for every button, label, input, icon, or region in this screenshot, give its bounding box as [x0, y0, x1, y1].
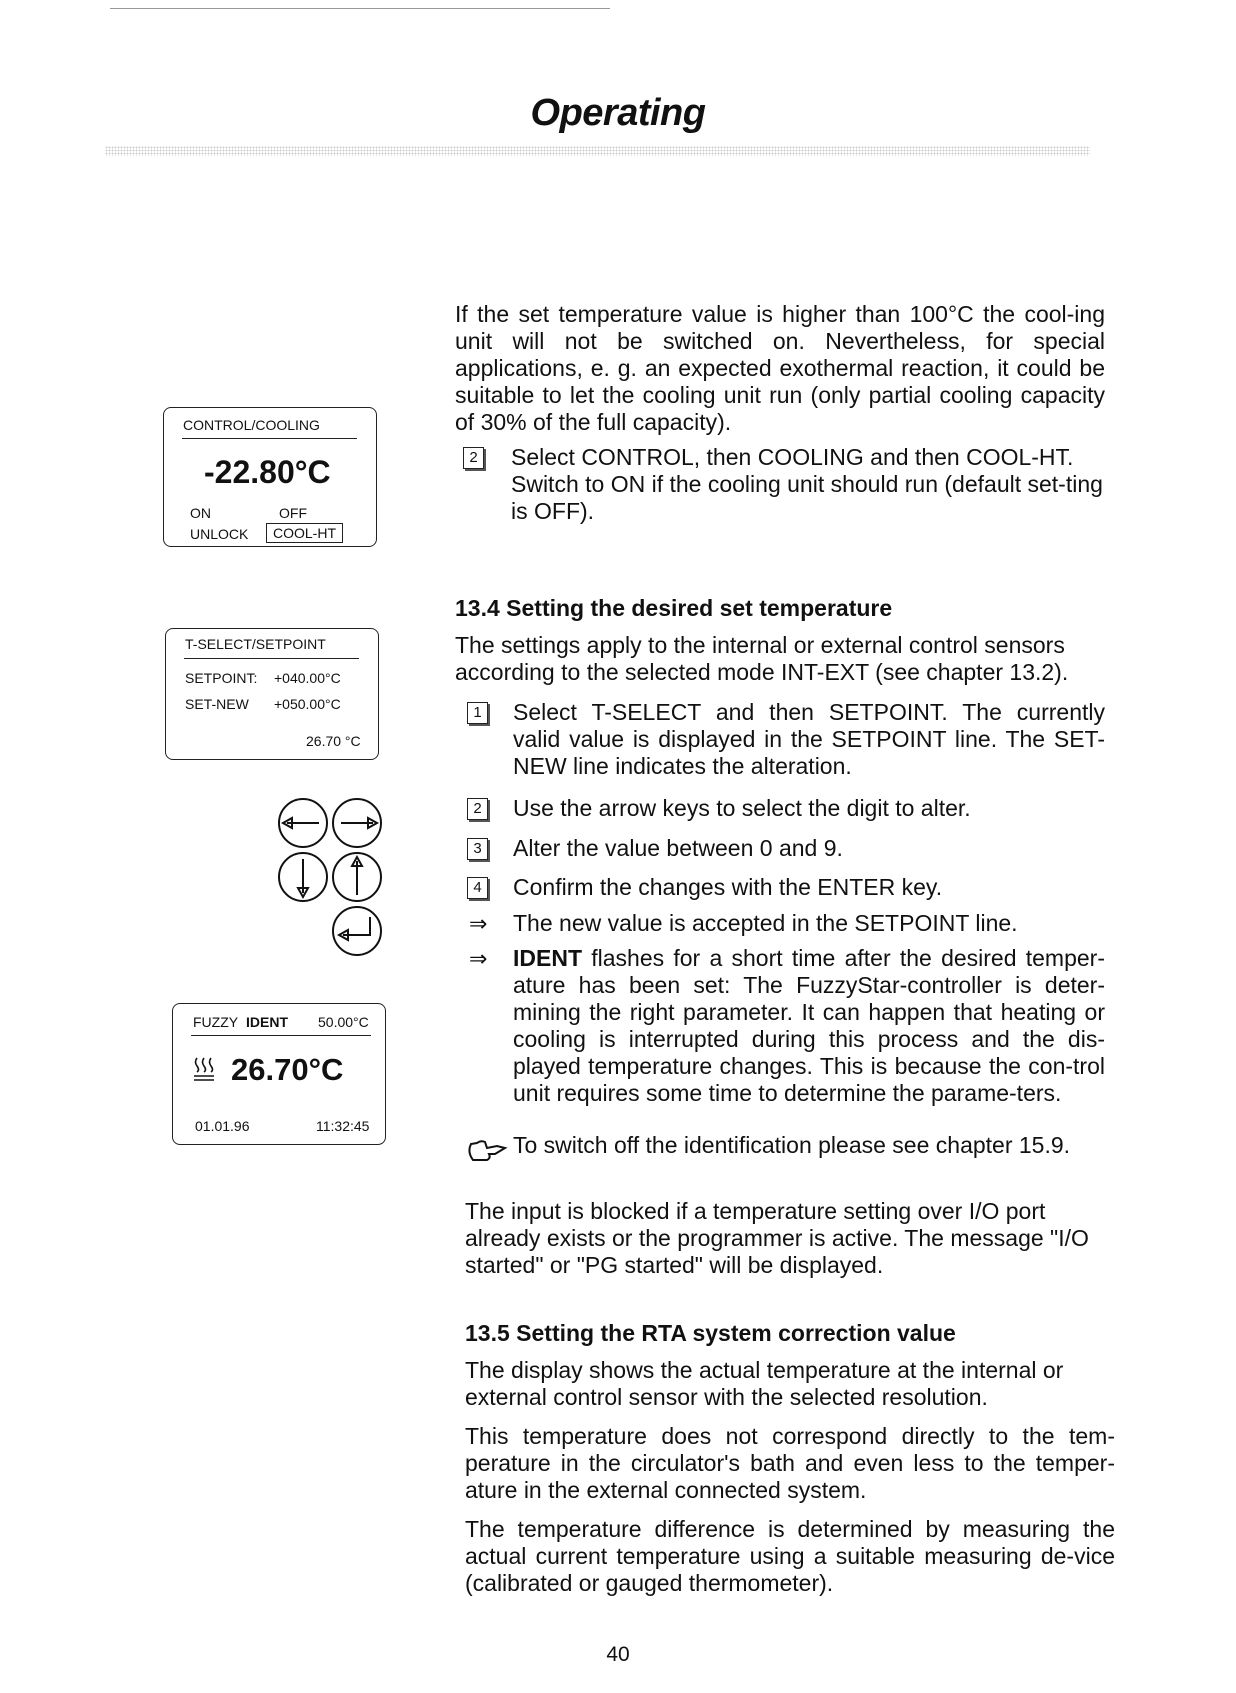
pointing-hand-icon	[465, 1134, 515, 1164]
page-title: Operating	[530, 92, 706, 134]
step-number: 4	[467, 877, 488, 899]
display-on: ON	[190, 505, 211, 521]
step-text: Confirm the changes with the ENTER key.	[513, 874, 943, 900]
setnew-value: +050.00°C	[274, 696, 341, 712]
ident-label: IDENT	[246, 1014, 288, 1030]
display-setpoint	[165, 628, 379, 760]
heading-underline	[182, 438, 357, 439]
page-number: 40	[606, 1643, 630, 1666]
step-4	[455, 874, 1105, 901]
result-2	[455, 945, 1105, 1107]
heading-underline	[191, 1035, 371, 1036]
setpoint-label: SETPOINT:	[185, 670, 258, 686]
text-column	[455, 0, 1115, 1640]
intro-paragraph: If the set temperature value is higher than 100°C the cool-ing unit will not be switched on. Nevertheless, for special applications, e. g. an expected exothermal reaction, it could be suitable to let the cooling unit run (only partial cooling capacity of 30% of the full capacity).	[455, 301, 1105, 435]
display-control-cooling	[163, 407, 377, 547]
result-text	[513, 945, 1105, 1107]
note	[455, 1132, 1105, 1159]
step-3	[455, 835, 1105, 862]
step-2	[455, 795, 1105, 822]
setnew-label: SET-NEW	[185, 696, 249, 712]
step-number: 1	[467, 702, 488, 724]
step-number: 2	[467, 798, 488, 820]
section-heading-13-5: 13.5 Setting the RTA system correction value	[465, 1320, 956, 1346]
step-1	[455, 699, 1105, 780]
intro-step	[455, 444, 1105, 525]
result-1	[455, 910, 1105, 937]
fuzzy-setpoint: 50.00°C	[318, 1014, 369, 1030]
result-text: The new value is accepted in the SETPOINT line.	[513, 910, 1018, 936]
fuzzy-label: FUZZY	[193, 1014, 239, 1030]
section-13-5-p1: The display shows the actual temperature at the internal or external control sensor with the selected resolution.	[465, 1357, 1064, 1410]
heading-underline	[184, 658, 359, 659]
section-heading-13-4: 13.4 Setting the desired set temperature	[455, 595, 893, 621]
step-text: Use the arrow keys to select the digit to alter.	[513, 795, 971, 821]
section-13-4-intro: The settings apply to the internal or external control sensors according to the selected mode INT-EXT (see chapter 13.2).	[455, 632, 1069, 685]
display-temperature: -22.80°C	[204, 454, 331, 490]
setpoint-value: +040.00°C	[274, 670, 341, 686]
note-text: To switch off the identification please see chapter 15.9.	[513, 1132, 1071, 1158]
blocked-paragraph: The input is blocked if a temperature setting over I/O port already exists or the programmer is active. The message "I/O started" or "PG started" will be displayed.	[465, 1198, 1089, 1278]
arrow-keys-icon	[275, 795, 405, 965]
step-text: Select T-SELECT and then SETPOINT. The currently valid value is displayed in the SETPOINT line. The SET-NEW line indicates the alteration.	[513, 699, 1105, 779]
step-text: Select CONTROL, then COOLING and then COOL-HT. Switch to ON if the cooling unit should run (default set-ting is OFF).	[511, 444, 1103, 524]
ident-bold: IDENT	[513, 945, 582, 971]
step-number: 2	[463, 447, 484, 469]
step-number: 3	[467, 838, 488, 860]
time: 11:32:45	[316, 1118, 370, 1134]
display-fuzzy-ident	[172, 1003, 386, 1145]
display-off: OFF	[279, 505, 307, 521]
display-unlock: UNLOCK	[190, 526, 249, 542]
result-arrow-icon: ⇒	[469, 946, 488, 971]
display-heading: T-SELECT/SETPOINT	[185, 636, 326, 652]
result-arrow-icon: ⇒	[469, 911, 488, 936]
section-13-5-p3: The temperature difference is determined by measuring the actual current temperature using a suitable measuring de-vice (calibrated or gauged thermometer).	[465, 1516, 1115, 1596]
section-13-5-p2: This temperature does not correspond directly to the tem-perature in the circulator's bath and even less to the temper-ature in the external connected system.	[465, 1423, 1115, 1503]
date: 01.01.96	[195, 1118, 250, 1134]
display-cool-ht: COOL-HT	[266, 523, 343, 543]
step-text: Alter the value between 0 and 9.	[513, 835, 843, 861]
heater-icon	[193, 1056, 215, 1082]
fuzzy-temperature: 26.70°C	[231, 1052, 344, 1087]
ident-text: flashes for a short time after the desired temper-ature has been set: The FuzzyStar-controller is deter-mining the right parameter. It can happen that heating or cooling is interrupted during this process and the dis-played temperature changes. This is because the con-trol unit requires some time to determine the parame-ters.	[513, 945, 1105, 1106]
actual-temperature: 26.70 °C	[306, 733, 361, 749]
display-heading: CONTROL/COOLING	[183, 417, 320, 433]
